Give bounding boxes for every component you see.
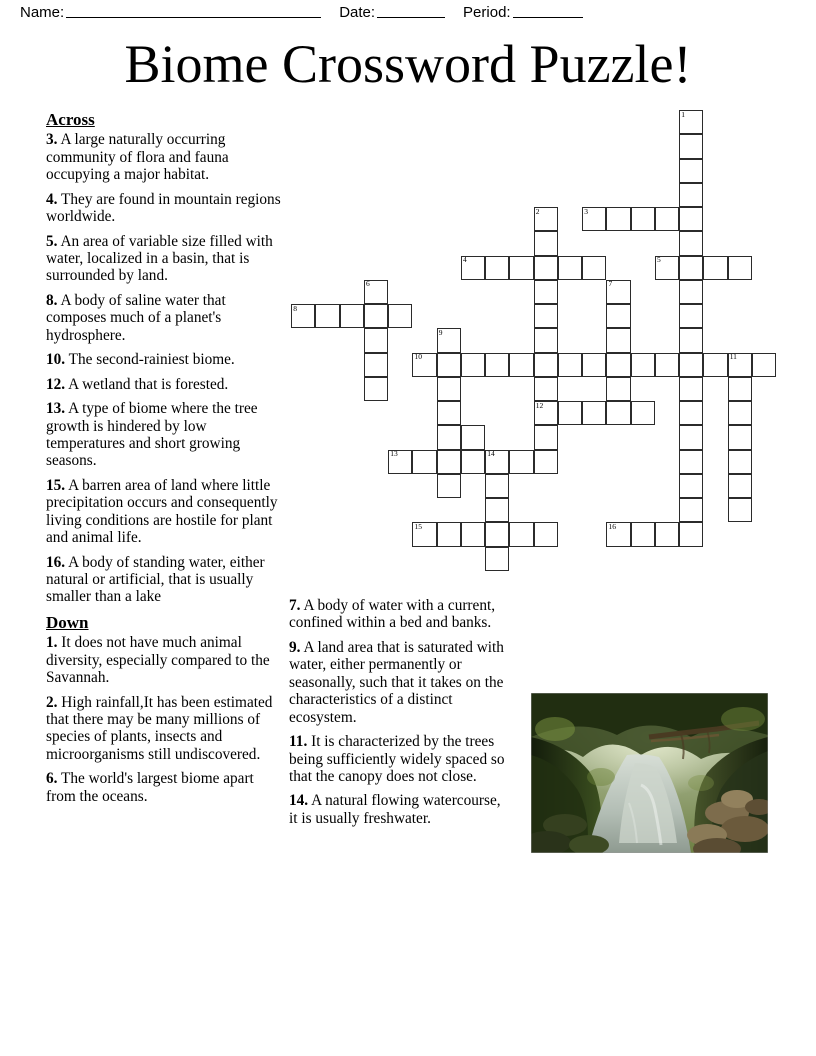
crossword-cell[interactable] <box>703 353 727 377</box>
crossword-cell-number: 15 <box>414 521 422 531</box>
name-label: Name: <box>20 4 65 21</box>
clue-number: 9. <box>289 638 301 656</box>
crossword-cell[interactable] <box>485 498 509 522</box>
crossword-cell[interactable] <box>631 207 655 231</box>
across-clue-4 <box>46 191 282 226</box>
crossword-cell[interactable] <box>728 450 752 474</box>
crossword-cell[interactable] <box>631 353 655 377</box>
crossword-cell[interactable] <box>582 401 606 425</box>
across-clue-8 <box>46 292 282 344</box>
clue-number: 16. <box>46 553 66 571</box>
down-clue-9 <box>289 639 507 726</box>
across-clue-10 <box>46 351 282 368</box>
clue-number: 5. <box>46 232 58 250</box>
crossword-cell[interactable] <box>461 450 485 474</box>
crossword-cell-start-14[interactable] <box>485 450 509 474</box>
crossword-cell[interactable] <box>437 522 461 546</box>
page-title: Biome Crossword Puzzle! <box>124 34 692 94</box>
crossword-cell[interactable] <box>364 304 388 328</box>
crossword-cell[interactable] <box>388 304 412 328</box>
crossword-cell[interactable] <box>534 522 558 546</box>
clue-text: The world's largest biome apart from the oceans. <box>46 770 254 805</box>
down-clue-1 <box>46 634 282 686</box>
crossword-cell[interactable] <box>631 522 655 546</box>
crossword-cell[interactable] <box>752 353 776 377</box>
clue-number: 12. <box>46 375 66 393</box>
worksheet-header <box>0 0 816 26</box>
crossword-cell[interactable] <box>679 256 703 280</box>
crossword-cell-start-4[interactable] <box>461 256 485 280</box>
crossword-cell[interactable] <box>558 256 582 280</box>
crossword-cell[interactable] <box>606 377 630 401</box>
crossword-cell-start-7[interactable] <box>606 280 630 304</box>
crossword-cell[interactable] <box>679 134 703 158</box>
crossword-cell[interactable] <box>655 522 679 546</box>
crossword-cell[interactable] <box>679 450 703 474</box>
crossword-cell[interactable] <box>534 425 558 449</box>
crossword-cell-number: 12 <box>535 400 544 410</box>
clue-text: A wetland that is forested. <box>65 375 229 393</box>
crossword-cell[interactable] <box>728 256 752 280</box>
across-clue-list <box>46 131 282 606</box>
crossword-cell[interactable] <box>679 328 703 352</box>
clues-column-middle <box>289 597 507 834</box>
clue-number: 15. <box>46 476 66 494</box>
crossword-cell[interactable] <box>558 401 582 425</box>
crossword-cell-number: 6 <box>365 279 370 289</box>
crossword-cell[interactable] <box>485 256 509 280</box>
crossword-cell-start-3[interactable] <box>582 207 606 231</box>
crossword-cell[interactable] <box>679 377 703 401</box>
crossword-cell-number: 4 <box>462 255 467 264</box>
down-clue-6 <box>46 770 282 805</box>
crossword-cell-number: 10 <box>414 352 422 361</box>
crossword-cell-start-5[interactable] <box>655 256 679 280</box>
crossword-cell[interactable] <box>437 377 461 401</box>
date-write-line[interactable] <box>377 4 445 18</box>
crossword-cell-start-10[interactable] <box>412 353 436 377</box>
crossword-cell-number: 3 <box>584 206 588 216</box>
clue-text: High rainfall,It has been estimated that there may be many millions of species of plants, insects and microorganisms still undiscovered. <box>46 693 273 763</box>
crossword-cell[interactable] <box>437 353 461 377</box>
crossword-cell[interactable] <box>364 377 388 401</box>
crossword-cell[interactable] <box>679 401 703 425</box>
crossword-cell[interactable] <box>364 353 388 377</box>
crossword-cell[interactable] <box>461 353 485 377</box>
crossword-cell[interactable] <box>703 256 727 280</box>
across-clue-12 <box>46 376 282 393</box>
crossword-cell-start-8[interactable] <box>291 304 315 328</box>
crossword-cell[interactable] <box>534 353 558 377</box>
crossword-cell[interactable] <box>509 353 533 377</box>
crossword-cell[interactable] <box>606 207 630 231</box>
crossword-cell[interactable] <box>679 425 703 449</box>
crossword-cell[interactable] <box>679 183 703 207</box>
crossword-cell[interactable] <box>364 328 388 352</box>
crossword-cell[interactable] <box>485 474 509 498</box>
clue-text: A natural flowing watercourse, it is usually freshwater. <box>289 792 501 827</box>
crossword-cell[interactable] <box>437 474 461 498</box>
clue-number: 11. <box>289 733 308 751</box>
clue-text: A body of standing water, either natural or artificial, that is usually smaller than a lake <box>46 553 265 606</box>
clue-text: A type of biome where the tree growth is hindered by low temperatures and short growing seasons. <box>46 400 258 470</box>
crossword-cell[interactable] <box>582 353 606 377</box>
clue-number: 1. <box>46 634 58 652</box>
clue-text: A body of water with a current, confined within a bed and banks. <box>289 597 496 632</box>
crossword-cell-number: 2 <box>535 206 540 216</box>
crossword-cell[interactable] <box>534 280 558 304</box>
forest-stream-photo <box>531 693 768 853</box>
clue-text: The second-rainiest biome. <box>65 351 235 369</box>
down-clue-7 <box>289 597 507 632</box>
crossword-cell[interactable] <box>606 353 630 377</box>
clue-number: 6. <box>46 770 58 788</box>
crossword-cell[interactable] <box>412 450 436 474</box>
clue-number: 8. <box>46 291 58 309</box>
crossword-cell[interactable] <box>534 450 558 474</box>
date-label: Date: <box>339 4 376 21</box>
crossword-cell-start-2[interactable] <box>534 207 558 231</box>
crossword-cell[interactable] <box>582 256 606 280</box>
crossword-cell[interactable] <box>679 159 703 183</box>
clue-number: 4. <box>46 190 58 208</box>
crossword-cell-start-11[interactable] <box>728 353 752 377</box>
clue-text: A land area that is saturated with water, either permanently or seasonally, such that it takes on the characteristics of a distinct ecosystem. <box>289 638 504 726</box>
crossword-cell[interactable] <box>437 450 461 474</box>
down-clue-14 <box>289 792 507 827</box>
down-clue-2 <box>46 694 282 764</box>
crossword-cell[interactable] <box>509 256 533 280</box>
clue-number: 7. <box>289 597 301 614</box>
crossword-cell-number: 8 <box>293 303 297 313</box>
across-clue-16 <box>46 554 282 606</box>
crossword-cell-start-13[interactable] <box>388 450 412 474</box>
crossword-cell-start-1[interactable] <box>679 110 703 134</box>
across-clue-3 <box>46 131 282 183</box>
clue-number: 13. <box>46 400 66 418</box>
crossword-cell[interactable] <box>606 304 630 328</box>
period-label: Period: <box>463 4 511 21</box>
across-heading: Across <box>46 110 95 129</box>
crossword-cell[interactable] <box>315 304 339 328</box>
crossword-cell[interactable] <box>340 304 364 328</box>
crossword-cell[interactable] <box>728 401 752 425</box>
crossword-cell[interactable] <box>534 377 558 401</box>
crossword-cell[interactable] <box>679 304 703 328</box>
clues-column-left <box>46 110 282 812</box>
crossword-cell-number: 13 <box>390 449 398 458</box>
crossword-cell[interactable] <box>606 328 630 352</box>
crossword-cell[interactable] <box>679 498 703 522</box>
crossword-cell[interactable] <box>728 425 752 449</box>
down-clue-list-left <box>46 634 282 805</box>
crossword-cell[interactable] <box>485 353 509 377</box>
crossword-cell[interactable] <box>534 256 558 280</box>
across-clue-15 <box>46 477 282 547</box>
crossword-cell-start-6[interactable] <box>364 280 388 304</box>
crossword-cell-number: 16 <box>608 521 616 531</box>
forest-stream-illustration <box>531 693 768 853</box>
crossword-cell[interactable] <box>679 231 703 255</box>
crossword-cell[interactable] <box>461 425 485 449</box>
across-clue-13 <box>46 400 282 470</box>
crossword-cell-start-9[interactable] <box>437 328 461 352</box>
crossword-cell[interactable] <box>437 401 461 425</box>
crossword-cell-number: 14 <box>487 449 495 458</box>
crossword-cell[interactable] <box>679 522 703 546</box>
crossword-cell[interactable] <box>606 401 630 425</box>
period-write-line[interactable] <box>513 4 583 18</box>
clue-number: 3. <box>46 131 58 149</box>
down-clue-11 <box>289 733 507 785</box>
crossword-cell-number: 7 <box>608 279 613 289</box>
clue-text: It does not have much animal diversity, especially compared to the Savannah. <box>46 634 270 687</box>
crossword-cell-start-16[interactable] <box>606 522 630 546</box>
crossword-cell-number: 11 <box>729 352 737 361</box>
crossword-cell-start-12[interactable] <box>534 401 558 425</box>
crossword-cell[interactable] <box>679 280 703 304</box>
crossword-cell[interactable] <box>679 474 703 498</box>
crossword-cell[interactable] <box>485 547 509 571</box>
clue-number: 10. <box>46 351 66 369</box>
crossword-cell[interactable] <box>534 328 558 352</box>
crossword-cell[interactable] <box>679 353 703 377</box>
down-heading: Down <box>46 612 89 632</box>
crossword-cell[interactable] <box>728 474 752 498</box>
across-clue-5 <box>46 233 282 285</box>
clue-text: A body of saline water that composes much of a planet's hydrosphere. <box>46 291 226 344</box>
crossword-cell[interactable] <box>558 353 582 377</box>
crossword-cell[interactable] <box>534 304 558 328</box>
clue-text: It is characterized by the trees being sufficiently widely spaced so that the canopy does not close. <box>289 733 505 785</box>
crossword-cell[interactable] <box>728 498 752 522</box>
crossword-cell-start-15[interactable] <box>412 522 436 546</box>
crossword-cell[interactable] <box>631 401 655 425</box>
crossword-cell[interactable] <box>437 425 461 449</box>
name-write-line[interactable] <box>66 4 321 18</box>
crossword-cell[interactable] <box>485 522 509 546</box>
crossword-cell-number: 9 <box>438 327 443 337</box>
clue-text: A barren area of land where little precipitation occurs and consequently living conditions are hostile for plant and animal life. <box>46 476 278 547</box>
crossword-cell[interactable] <box>728 377 752 401</box>
crossword-cell-number: 1 <box>681 109 685 119</box>
down-clue-list-middle <box>289 597 507 827</box>
crossword-cell[interactable] <box>509 450 533 474</box>
crossword-cell[interactable] <box>655 353 679 377</box>
clue-text: An area of variable size filled with water, localized in a basin, that is surrounded by land. <box>46 232 273 285</box>
clue-number: 14. <box>289 792 309 810</box>
crossword-cell-number: 5 <box>656 255 661 264</box>
crossword-cell[interactable] <box>509 522 533 546</box>
clue-number: 2. <box>46 693 58 711</box>
crossword-cell[interactable] <box>679 207 703 231</box>
clue-text: They are found in mountain regions worldwide. <box>46 190 281 226</box>
crossword-cell[interactable] <box>655 207 679 231</box>
crossword-cell[interactable] <box>461 522 485 546</box>
clue-text: A large naturally occurring community of flora and fauna occupying a major habitat. <box>46 131 229 184</box>
crossword-cell[interactable] <box>534 231 558 255</box>
